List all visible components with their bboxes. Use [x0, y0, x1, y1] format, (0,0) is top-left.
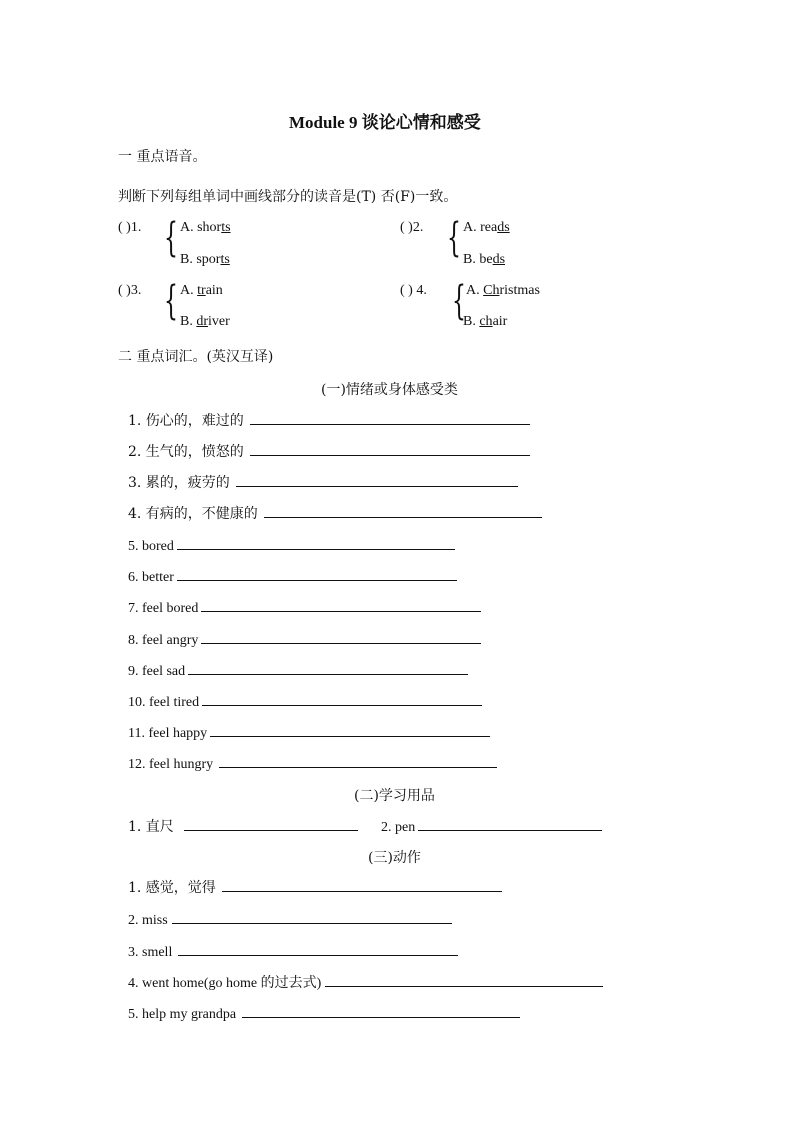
answer-blank[interactable]	[201, 629, 481, 644]
answer-blank[interactable]	[184, 816, 358, 831]
vocab-item: 8. feel angry	[128, 629, 481, 649]
vocab-item: 1. 直尺	[128, 816, 358, 836]
option-a: A. train	[180, 283, 223, 298]
vocab-item: 10. feel tired	[128, 691, 482, 711]
subsection-title: (三)动作	[368, 850, 421, 866]
answer-blank[interactable]	[250, 410, 530, 425]
vocab-item: 3. smell	[128, 941, 458, 961]
vocab-item: 3. 累的，疲劳的	[128, 472, 518, 492]
answer-blank[interactable]	[325, 972, 603, 987]
answer-blank[interactable]	[172, 909, 452, 924]
answer-blank[interactable]	[242, 1003, 520, 1018]
vocab-item: 5. help my grandpa	[128, 1003, 520, 1023]
brace-icon: {	[447, 215, 461, 261]
answer-blank[interactable]	[222, 877, 502, 892]
section1-instruction: 判断下列每组单词中画线部分的读音是(T) 否(F)一致。	[118, 189, 458, 205]
brace-icon: {	[452, 278, 466, 324]
vocab-item: 12. feel hungry	[128, 753, 497, 773]
option-a: A. reads	[463, 220, 510, 235]
subsection-title: (二)学习用品	[354, 788, 435, 804]
item-number: ( )3.	[118, 283, 142, 298]
option-b: B. chair	[463, 314, 508, 329]
answer-blank[interactable]	[264, 503, 542, 518]
option-b: B. beds	[463, 252, 506, 267]
item-number: ( )2.	[400, 220, 424, 235]
page-title: Module 9 谈论心情和感受	[289, 113, 481, 132]
vocab-item: 2. miss	[128, 909, 452, 929]
item-number: ( ) 4.	[400, 283, 427, 298]
answer-blank[interactable]	[202, 691, 482, 706]
vocab-item: 7. feel bored	[128, 597, 481, 617]
vocab-item: 11. feel happy	[128, 722, 490, 742]
answer-blank[interactable]	[236, 472, 518, 487]
vocab-item: 1. 感觉，觉得	[128, 877, 502, 897]
option-b: B. sports	[180, 252, 230, 267]
answer-blank[interactable]	[418, 816, 602, 831]
option-a: A. shorts	[180, 220, 231, 235]
answer-blank[interactable]	[177, 566, 457, 581]
vocab-item: 4. 有病的，不健康的	[128, 503, 542, 523]
section1-heading: 一 重点语音。	[118, 149, 207, 165]
vocab-item: 2. 生气的，愤怒的	[128, 441, 530, 461]
vocab-item: 6. better	[128, 566, 457, 586]
brace-icon: {	[164, 215, 178, 261]
vocab-item: 4. went home(go home 的过去式)	[128, 972, 603, 992]
vocab-item: 5. bored	[128, 535, 455, 555]
answer-blank[interactable]	[178, 941, 458, 956]
vocab-item: 9. feel sad	[128, 660, 468, 680]
brace-icon: {	[164, 278, 178, 324]
answer-blank[interactable]	[177, 535, 455, 550]
option-b: B. driver	[180, 314, 230, 329]
section2-heading: 二 重点词汇。(英汉互译)	[118, 349, 274, 365]
subsection-title: (一)情绪或身体感受类	[321, 382, 458, 398]
answer-blank[interactable]	[210, 722, 490, 737]
vocab-item: 2. pen	[381, 816, 602, 836]
vocab-item: 1. 伤心的，难过的	[128, 410, 530, 430]
answer-blank[interactable]	[219, 753, 497, 768]
answer-blank[interactable]	[188, 660, 468, 675]
answer-blank[interactable]	[250, 441, 530, 456]
option-a: A. Christmas	[466, 283, 540, 298]
item-number: ( )1.	[118, 220, 142, 235]
answer-blank[interactable]	[201, 597, 481, 612]
